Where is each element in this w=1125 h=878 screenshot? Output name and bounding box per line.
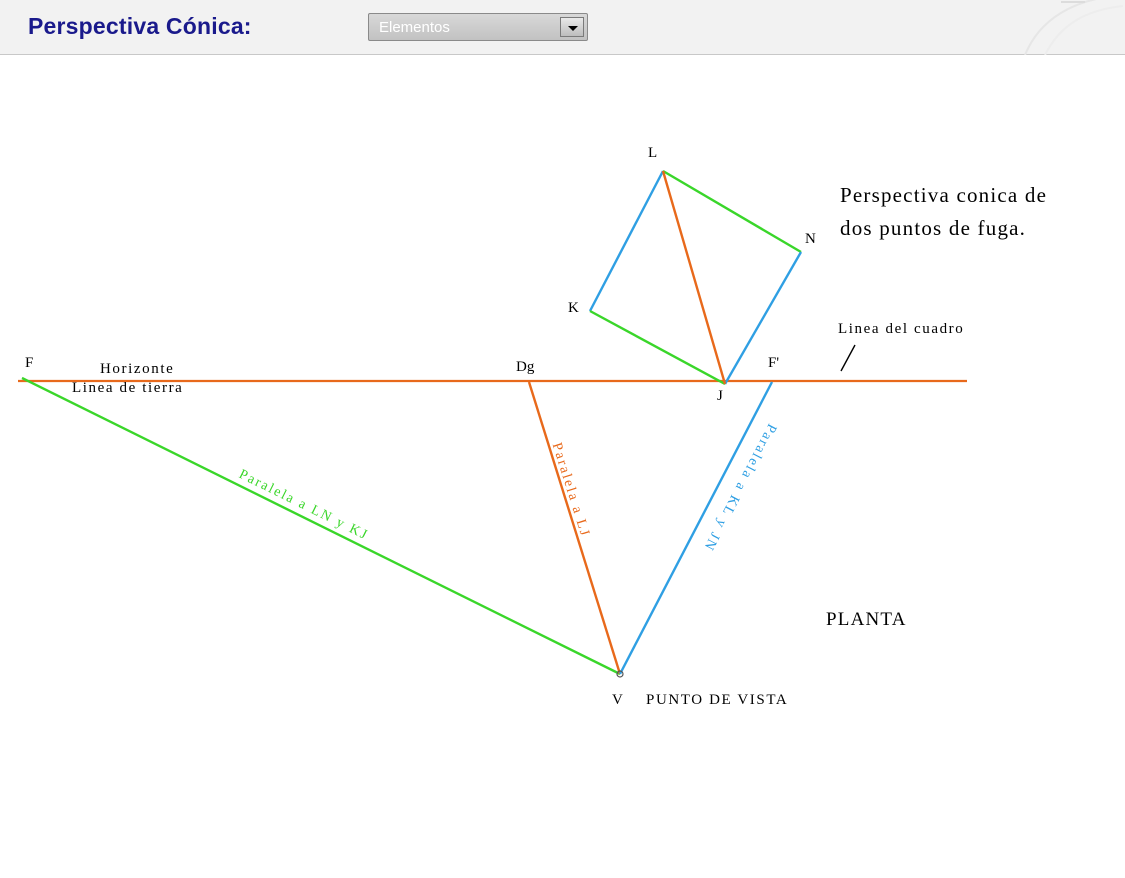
app-toolbar	[0, 0, 1125, 55]
ray-label-green: Paralela a LN y KJ	[236, 467, 371, 544]
diagram-title-line-2: dos puntos de fuga.	[840, 216, 1027, 240]
ray-V-to-Fprime-blue	[620, 382, 772, 674]
decorative-arcs	[965, 0, 1125, 55]
ray-V-to-F-green	[22, 378, 620, 674]
elementos-dropdown[interactable]	[368, 13, 588, 41]
diagram-title-line-1: Perspectiva conica de	[840, 183, 1048, 207]
segment-NJ	[725, 252, 801, 384]
label-Dg: Dg	[516, 359, 535, 375]
perspective-diagram	[0, 55, 1125, 878]
label-L: L	[648, 145, 658, 161]
label-planta: PLANTA	[826, 609, 907, 630]
label-F-prime: F'	[768, 355, 780, 371]
elementos-dropdown-value: Elementos	[379, 19, 450, 36]
label-linea-del-cuadro: Linea del cuadro	[838, 321, 965, 337]
ray-label-orange: Paralela a LJ	[548, 441, 593, 540]
label-N: N	[805, 231, 816, 247]
label-horizonte: Horizonte	[100, 361, 175, 377]
label-punto-de-vista: PUNTO DE VISTA	[646, 692, 789, 708]
linea-del-cuadro-tick	[841, 345, 855, 371]
ray-label-blue: Paralela a KL y JN	[699, 421, 779, 554]
segment-KL	[590, 171, 663, 311]
segment-JK	[590, 311, 725, 384]
label-V: V	[612, 692, 623, 708]
label-J: J	[717, 388, 723, 404]
label-linea-de-tierra: Linea de tierra	[72, 380, 184, 396]
page-title: Perspectiva Cónica:	[28, 13, 252, 39]
label-K: K	[568, 300, 579, 316]
label-F: F	[25, 355, 34, 371]
chevron-down-icon[interactable]	[560, 17, 584, 37]
